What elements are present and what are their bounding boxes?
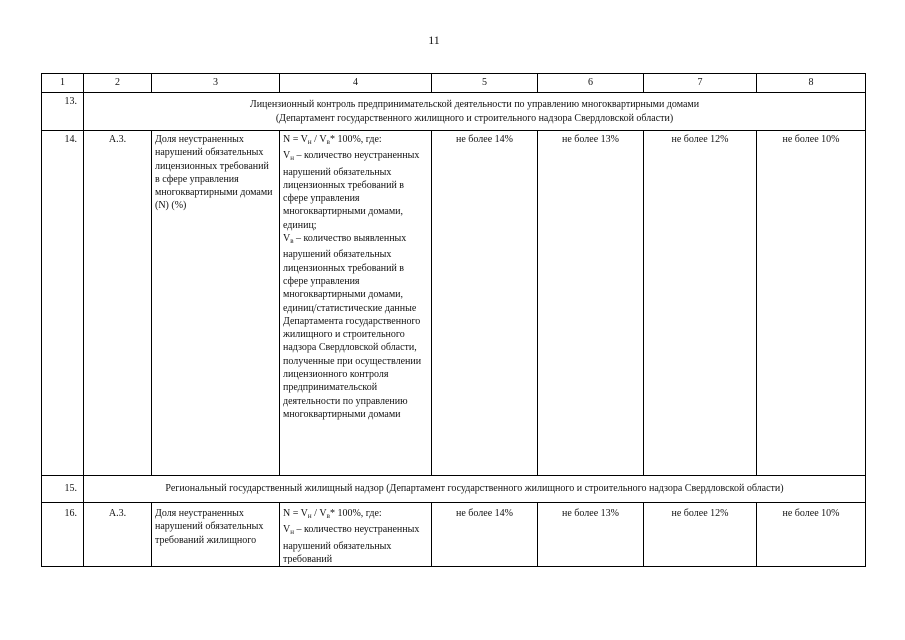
- section-row-15: [42, 476, 866, 503]
- target-value: не более 13%: [538, 131, 644, 476]
- indicator-code: А.3.: [84, 503, 152, 567]
- header-cell: 7: [644, 74, 757, 93]
- calculation-method: [280, 131, 432, 476]
- row-number: 14.: [42, 131, 84, 476]
- header-cell: 3: [152, 74, 280, 93]
- target-value: не более 10%: [757, 131, 866, 476]
- indicator-name: Доля неустраненных нарушений обязательных требований жилищного: [152, 503, 280, 567]
- target-value: не более 14%: [432, 503, 538, 567]
- section-row-13: [42, 93, 866, 131]
- target-value: не более 12%: [644, 503, 757, 567]
- header-cell: 6: [538, 74, 644, 93]
- header-cell: 5: [432, 74, 538, 93]
- definition-vv: $V_в$ – количество выявленных нарушений обязательных лицензионных требований в сфере управления многоквартирными домами, единиц/статистические данные Департамента государственного жилищного и строительного надзора Свердловской области, полученные при осуществлении лицензионного контроля предпринимательской деятельности по управлению многоквартирными домами: [283, 233, 422, 420]
- header-cell: 2: [84, 74, 152, 93]
- calculation-method: [280, 503, 432, 567]
- target-value: не более 10%: [757, 503, 866, 567]
- row-number: 16.: [42, 503, 84, 567]
- table-row-16: [42, 503, 866, 567]
- indicator-name: Доля неустраненных нарушений обязательных лицензионных требований в сфере управления многоквартирными домами (N) (%): [152, 131, 280, 476]
- section-title: Региональный государственный жилищный надзор (Департамент государственного жилищного и строительного надзора Свердловской области): [84, 476, 866, 503]
- header-cell: 8: [757, 74, 866, 93]
- definition-vn: $V_н$ – количество неустраненных нарушений обязательных лицензионных требований в сфере управления многоквартирными домами, единиц;: [283, 150, 420, 231]
- header-cell: 1: [42, 74, 84, 93]
- row-number: 13.: [42, 93, 84, 131]
- target-value: не более 13%: [538, 503, 644, 567]
- target-value: не более 14%: [432, 131, 538, 476]
- indicators-table: [41, 73, 866, 567]
- indicator-code: А.3.: [84, 131, 152, 476]
- formula: $N = V_н / V_в*$ 100%, где:: [283, 134, 382, 146]
- definition-vn: $V_н$ – количество неустраненных нарушений обязательных требований: [283, 524, 420, 564]
- table-row-14: [42, 131, 866, 476]
- row-number: 15.: [42, 476, 84, 503]
- target-value: не более 12%: [644, 131, 757, 476]
- section-title-line1: Лицензионный контроль предпринимательской деятельности по управлению многоквартирными домами: [249, 99, 700, 111]
- page-number: 11: [428, 33, 440, 47]
- section-title-line2: (Департамент государственного жилищного и строительного надзора Свердловской области): [275, 112, 674, 124]
- section-title: [84, 93, 866, 131]
- header-cell: 4: [280, 74, 432, 93]
- header-row: [42, 74, 866, 93]
- formula: $N = V_н / V_в*$ 100%, где:: [283, 508, 382, 520]
